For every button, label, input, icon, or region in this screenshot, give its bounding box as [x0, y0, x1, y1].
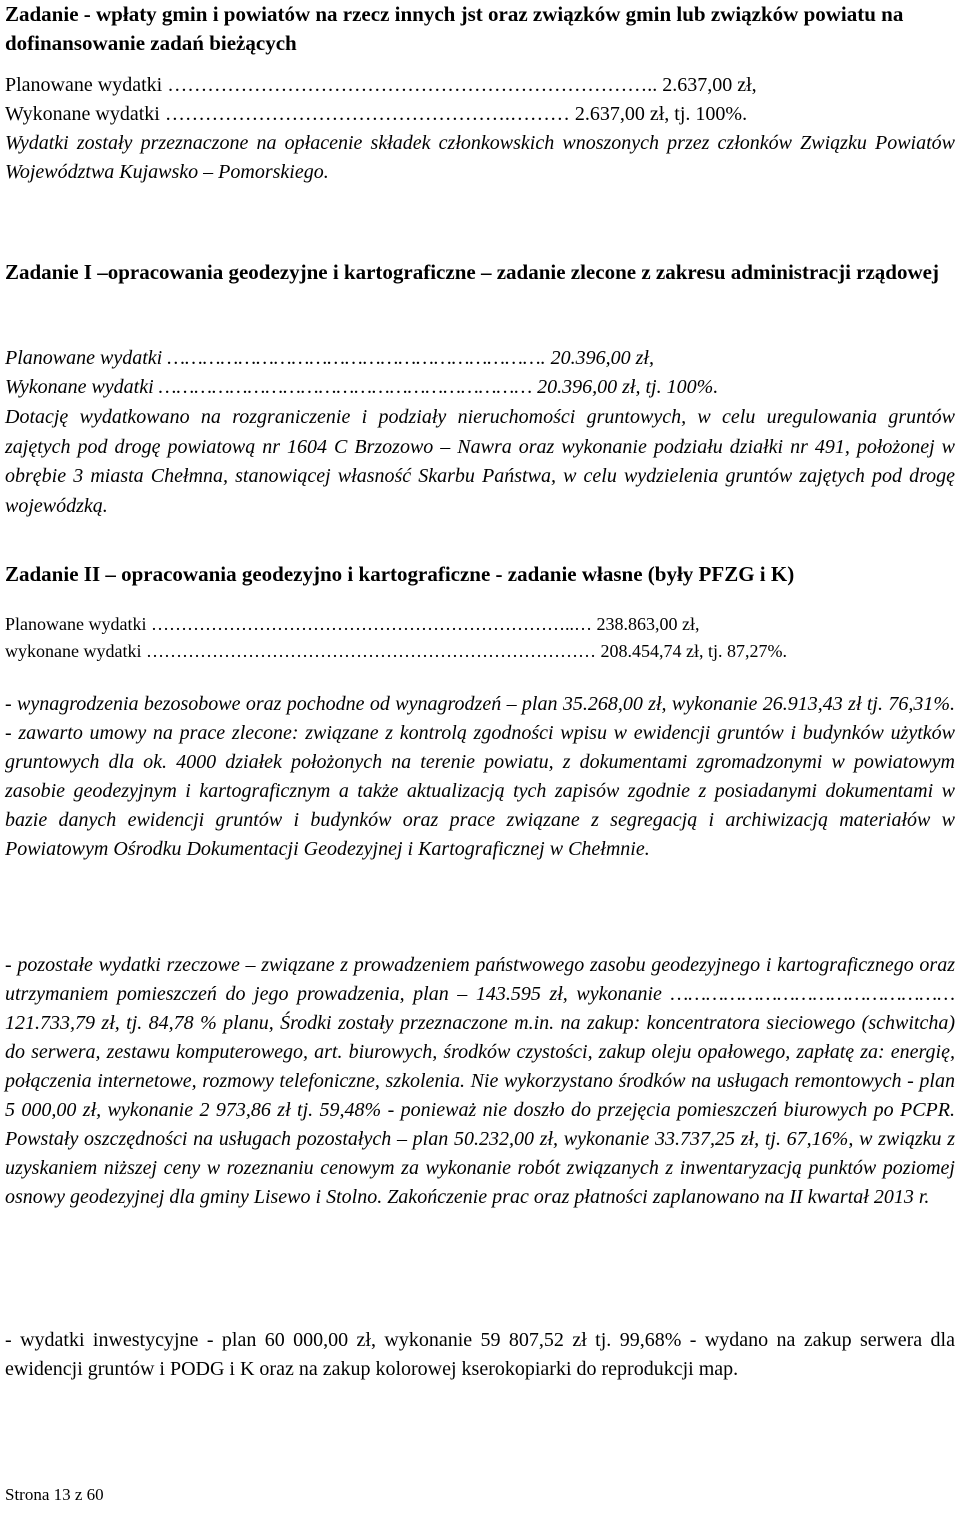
page-number: Strona 13 z 60 [5, 1485, 104, 1504]
gov-executed: Wykonane wydatki ……………………………………………………… 20.396,00 zł, tj. 100%. [5, 376, 719, 398]
own-executed: wykonane wydatki ………………………………………………………………… 208.454,74 zł, tj. 87,27%. [5, 641, 787, 661]
gov-planned: Planowane wydatki ………………………………………………………. 20.396,00 zł, [5, 347, 654, 369]
dues-executed: Wykonane wydatki …………………………………………….……… 2.637,00 zł, tj. 100%. [5, 103, 748, 125]
own-planned: Planowane wydatki ……………………………………………………………..… 238.863,00 zł, [5, 614, 700, 634]
heading-dues: Zadanie - wpłaty gmin i powiatów na rzecz innych jst oraz związków gmin lub związków powiatu na dofinansowanie zadań bieżących [5, 2, 904, 55]
own-investment: - wydatki inwestycyjne - plan 60 000,00 zł, wykonanie 59 807,52 zł tj. 99,68% - wydano na zakup serwera dla ewidencji gruntów i PODG i K oraz na zakup kolorowej kserokopiarki do reprodukcji map. [5, 1329, 955, 1380]
heading-geodesy-own: Zadanie II – opracowania geodezyjno i kartograficzne - zadanie własne (były PFZG i K) [5, 562, 795, 586]
dues-description: Wydatki zostały przeznaczone na opłacenie składek członkowskich wnoszonych przez członków Związku Powiatów Województwa Kujawsko – Pomorskiego. [5, 132, 955, 183]
own-salaries: - wynagrodzenia bezosobowe oraz pochodne od wynagrodzeń – plan 35.268,00 zł, wykonanie 26.913,43 zł tj. 76,31%. - zawarto umowy na prace zlecone: związane z kontrolą zgodności wpisu w ewidencji gruntów i budynków użytków gruntowych dla ok. 4000 działek położonych na terenie powiatu, z dokumentami zgromadzonymi w powiatowym zasobie geodezyjnym i kartograficznym a także aktualizacją tych zapisów zgodnie z posiadanymi dokumentami w bazie danych ewidencji gruntów i budynków oraz prace związane z segregacją i archiwizacją materiałów w Powiatowym Ośrodku Dokumentacji Geodezyjnej i Kartograficznej w Chełmnie. [5, 693, 955, 860]
gov-description: Dotację wydatkowano na rozgraniczenie i podziały nieruchomości gruntowych, w celu uregulowania gruntów zajętych pod drogę powiatową nr 1604 C Brzozowo – Nawra oraz wykonanie podziału działki nr 491, położonej w obrębie 3 miasta Chełmna, stanowiącej własność Skarbu Państwa, w celu wydzielenia gruntów zajętych pod drogę wojewódzką. [5, 406, 955, 517]
heading-geodesy-gov: Zadanie I –opracowania geodezyjne i kartograficzne – zadanie zlecone z zakresu administracji rządowej [5, 260, 939, 284]
dues-planned: Planowane wydatki ……………………………………………………………….. 2.637,00 zł, [5, 74, 757, 96]
own-other-expenses: - pozostałe wydatki rzeczowe – związane z prowadzeniem państwowego zasobu geodezyjnego i kartograficznego oraz utrzymaniem pomieszczeń do jego prowadzenia, plan – 143.595 zł, wykonanie …………………………………………121.733,79 zł, tj. 84,78 % planu, Środki zostały przeznaczone m.in. na zakup: koncentratora sieciowego (schwitcha) do serwera, zestawu komputerowego, art. biurowych, środków czystości, zakup oleju opałowego, zapłatę za: energię, połączenia internetowe, rozmowy telefoniczne, szkolenia. Nie wykorzystano środków na usługach remontowych - plan 5 000,00 zł, wykonanie 2 973,86 zł tj. 59,48% - ponieważ nie doszło do przejęcia pomieszczeń biurowych po PCPR. Powstały oszczędności na usługach pozostałych – plan 50.232,00 zł, wykonanie 33.737,25 zł, tj. 67,16%, w związku z uzyskaniem niższej ceny w rozeznaniu cenowym za wykonanie robót związanych z inwentaryzacją punktów poziomej osnowy geodezyjnej dla gminy Lisewo i Stolno. Zakończenie prac oraz płatności zaplanowano na II kwartał 2013 r. [5, 954, 955, 1208]
